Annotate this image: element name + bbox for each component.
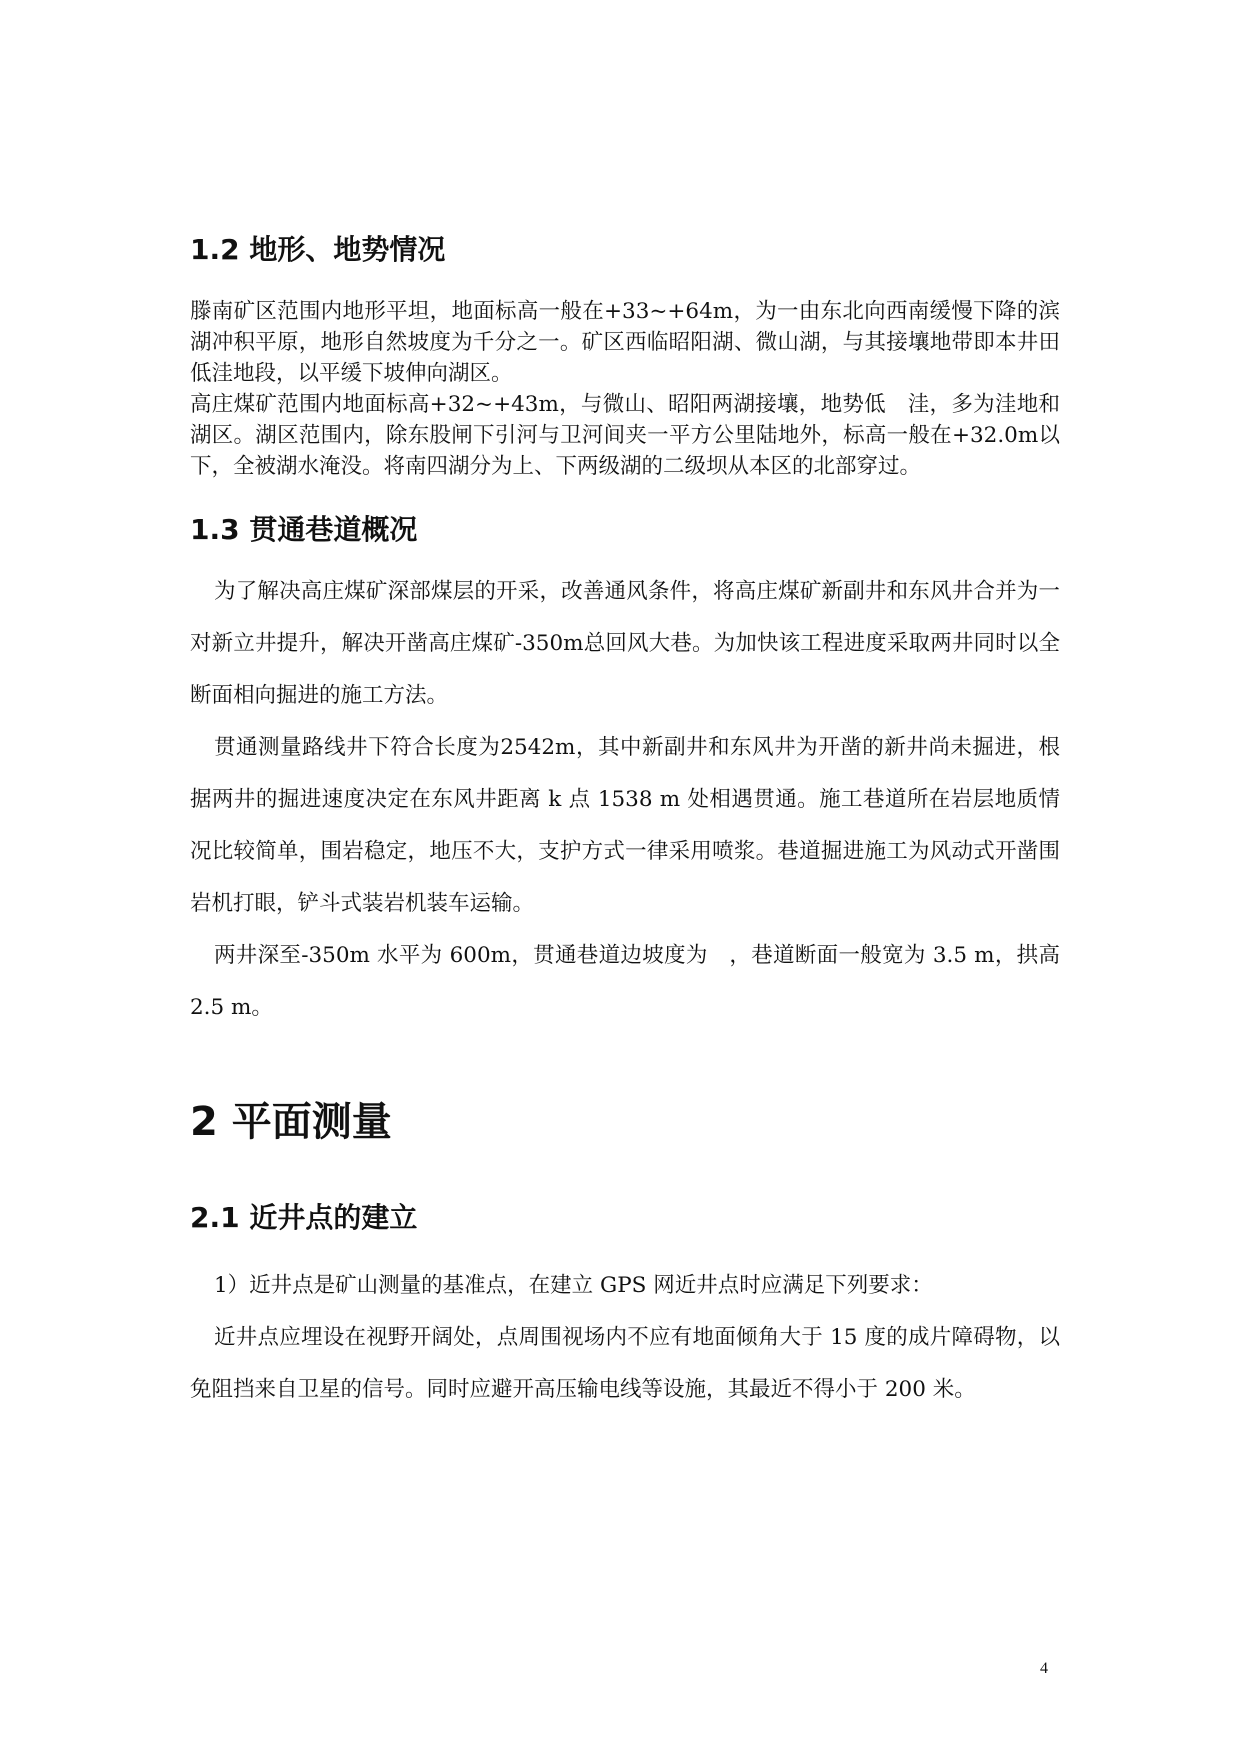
section-body-1-3 [190,566,1060,1034]
section-heading-1-2: 1.2 地形、地势情况 [190,233,446,266]
paragraph-tunnel-dimensions: 两井深至-350m 水平为 600m，贯通巷道边坡度为 ，巷道断面一般宽为 3.5 m，拱高 2.5 m。 [190,943,1060,1020]
paragraph-near-well-point-requirements: 1）近井点是矿山测量的基准点，在建立 GPS 网近井点时应满足下列要求： [214,1273,933,1298]
section-body-2-1 [190,1260,1060,1416]
section-heading-2-1: 2.1 近井点的建立 [190,1201,418,1234]
paragraph-terrain-tengnan: 滕南矿区范围内地形平坦，地面标高一般在+33~+64m，为一由东北向西南缓慢下降的滨湖冲积平原，地形自然坡度为千分之一。矿区西临昭阳湖、微山湖，与其接壤地带即本井田低洼地段，以平缓下坡伸向湖区。 [190,299,1060,386]
chapter-heading-2: 2 平面测量 [190,1099,392,1145]
paragraph-tunnel-purpose: 为了解决高庄煤矿深部煤层的开采，改善通风条件，将高庄煤矿新副井和东风井合并为一对新立井提升，解决开凿高庄煤矿-350m总回风大巷。为加快该工程进度采取两井同时以全断面相向掘进的施工方法。 [190,579,1060,708]
paragraph-near-well-point-siting: 近井点应埋设在视野开阔处，点周围视场内不应有地面倾角大于 15 度的成片障碍物，以免阻挡来自卫星的信号。同时应避开高压输电线等设施，其最近不得小于 200 米。 [190,1325,1060,1402]
page-content [190,230,1060,1416]
paragraph-tunnel-survey-route: 贯通测量路线井下符合长度为2542m，其中新副井和东风井为开凿的新井尚未掘进，根据两井的掘进速度决定在东风井距离 k 点 1538 m 处相遇贯通。施工巷道所在岩层地质情况比较简单，围岩稳定，地压不大，支护方式一律采用喷浆。巷道掘进施工为风动式开凿围岩机打眼，铲斗式装岩机装车运输。 [190,735,1060,916]
section-heading-1-3: 1.3 贯通巷道概况 [190,513,418,546]
section-body-1-2 [190,296,1060,482]
page-number: 4 [1040,1660,1048,1677]
paragraph-terrain-gaozhuang: 高庄煤矿范围内地面标高+32~+43m，与微山、昭阳两湖接壤，地势低 洼，多为洼地和湖区。湖区范围内，除东股闸下引河与卫河间夹一平方公里陆地外，标高一般在+32.0m以下，全被湖水淹没。将南四湖分为上、下两级湖的二级坝从本区的北部穿过。 [190,392,1060,479]
